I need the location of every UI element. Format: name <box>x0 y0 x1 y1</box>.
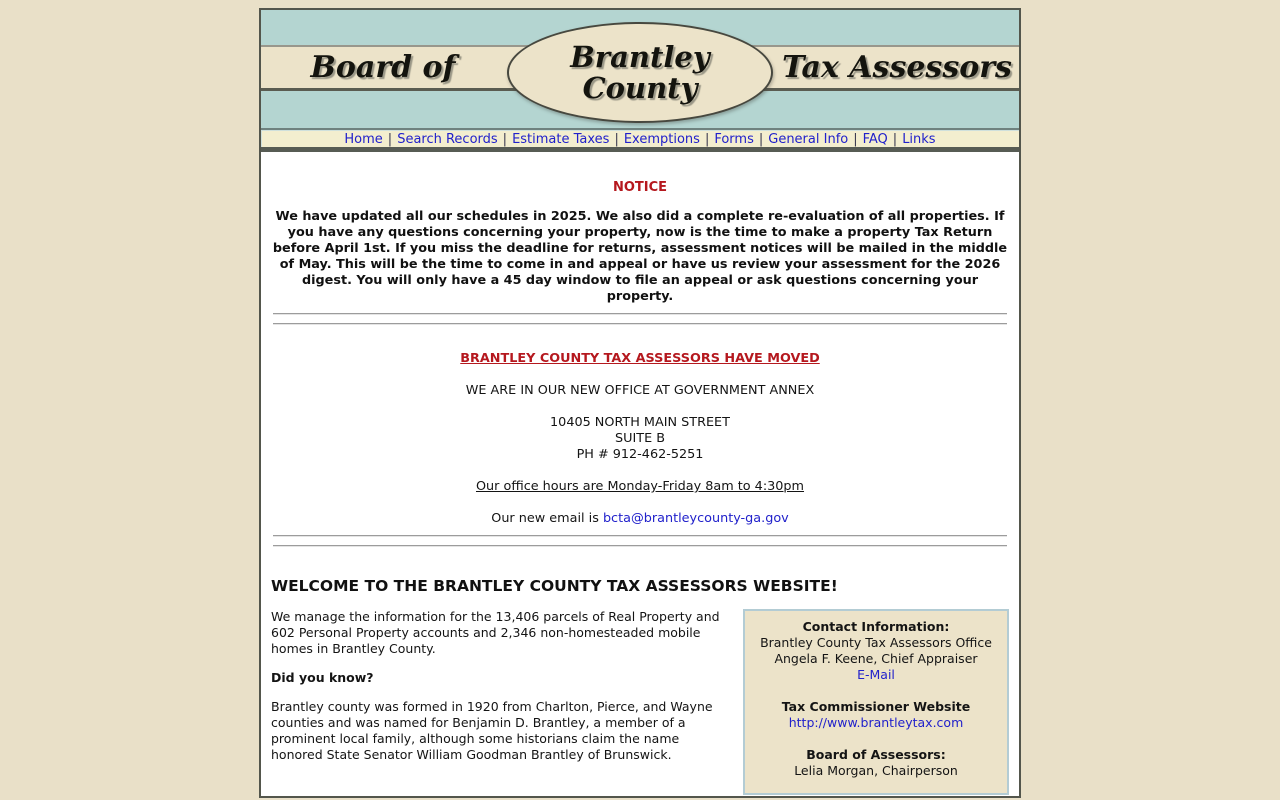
contact-email-link[interactable]: E-Mail <box>857 667 895 682</box>
email-line-prefix: Our new email is <box>491 511 603 526</box>
commissioner-website-title: Tax Commissioner Website <box>781 699 971 714</box>
did-you-know-title: Did you know? <box>271 670 374 685</box>
nav-separator: | <box>387 132 393 147</box>
main-content <box>261 152 1019 796</box>
notice-title: NOTICE <box>612 180 668 195</box>
nav-separator: | <box>853 132 858 147</box>
nav-link-forms[interactable]: Forms <box>714 132 754 147</box>
welcome-intro: We manage the information for the 13,406 parcels of Real Property and 602 Personal Property accounts and 2,346 non-homesteaded mobile homes in Brantley County. <box>271 609 720 656</box>
commissioner-website-link[interactable]: http://www.brantleytax.com <box>788 715 964 730</box>
nav-separator: | <box>892 132 898 147</box>
columns <box>271 609 1009 795</box>
email-address-link[interactable]: bcta@brantleycounty-ga.gov <box>602 511 789 526</box>
banner-board-of: Board of <box>310 50 456 85</box>
office-address <box>271 415 1009 463</box>
nav-separator: | <box>614 132 619 147</box>
did-you-know-body: Brantley county was formed in 1920 from Charlton, Pierce, and Wayne counties and was named for Benjamin D. Brantley, a member of a prominent local family, although some historians claim the name honored State Senator William Goodman Brantley of Brunswick. <box>271 699 713 762</box>
address-line-2: SUITE B <box>614 431 665 446</box>
banner-oval-line1: Brantley <box>570 39 710 74</box>
content-frame <box>259 8 1021 798</box>
nav-link-general-info[interactable]: General Info <box>768 132 849 147</box>
nav-link-search-records[interactable]: Search Records <box>397 132 498 147</box>
banner-oval-line2: County <box>582 70 698 105</box>
contact-box-spacer <box>749 731 1003 747</box>
board-of-assessors-title: Board of Assessors: <box>806 747 946 762</box>
moved-section <box>271 351 1009 527</box>
nav-separator: | <box>704 132 710 147</box>
moved-title: BRANTLEY COUNTY TAX ASSESSORS HAVE MOVED <box>460 351 820 366</box>
office-hours: Our office hours are Monday-Friday 8am to 4:30pm <box>475 479 805 494</box>
banner-oval <box>507 22 773 123</box>
contact-info-title: Contact Information: <box>802 619 950 634</box>
email-line <box>271 511 1009 527</box>
contact-office-name: Brantley County Tax Assessors Office <box>760 635 992 650</box>
divider-rule <box>273 313 1007 315</box>
moved-subtitle: WE ARE IN OUR NEW OFFICE AT GOVERNMENT ANNEX <box>465 383 815 398</box>
contact-appraiser-name: Angela F. Keene, Chief Appraiser <box>774 651 978 666</box>
nav-separator: | <box>758 132 764 147</box>
divider-rule <box>273 535 1007 537</box>
main-nav <box>261 130 1019 152</box>
nav-link-estimate-taxes[interactable]: Estimate Taxes <box>512 132 610 147</box>
nav-links <box>344 132 935 147</box>
address-line-1: 10405 NORTH MAIN STREET <box>550 415 730 430</box>
notice-body: We have updated all our schedules in 2025. We also did a complete re-evaluation of all properties. If you have any questions concerning your property, now is the time to make a property Tax Return before April 1st. If you miss the deadline for returns, assessment notices will be mailed in the middle of May. This will be the time to come in and appeal or have us review your assessment for the 2026 digest. You will only have a 45 day window to file an appeal or ask questions concerning your property. <box>272 209 1008 304</box>
banner-tax-assessors: Tax Assessors <box>782 50 1012 85</box>
nav-link-exemptions[interactable]: Exemptions <box>623 132 700 147</box>
contact-box-spacer <box>749 683 1003 699</box>
board-member-chairperson: Lelia Morgan, Chairperson <box>794 763 958 778</box>
welcome-text-column <box>271 609 733 795</box>
nav-link-faq[interactable]: FAQ <box>862 132 888 147</box>
header-banner <box>261 10 1019 130</box>
welcome-title: WELCOME TO THE BRANTLEY COUNTY TAX ASSESSORS WEBSITE! <box>271 577 838 595</box>
divider-rule <box>273 323 1007 325</box>
nav-link-links[interactable]: Links <box>902 132 936 147</box>
divider-rule <box>273 545 1007 547</box>
nav-separator: | <box>502 132 508 147</box>
phone-number: PH # 912-462-5251 <box>576 447 704 462</box>
contact-info-box <box>743 609 1009 795</box>
nav-link-home[interactable]: Home <box>344 132 383 147</box>
